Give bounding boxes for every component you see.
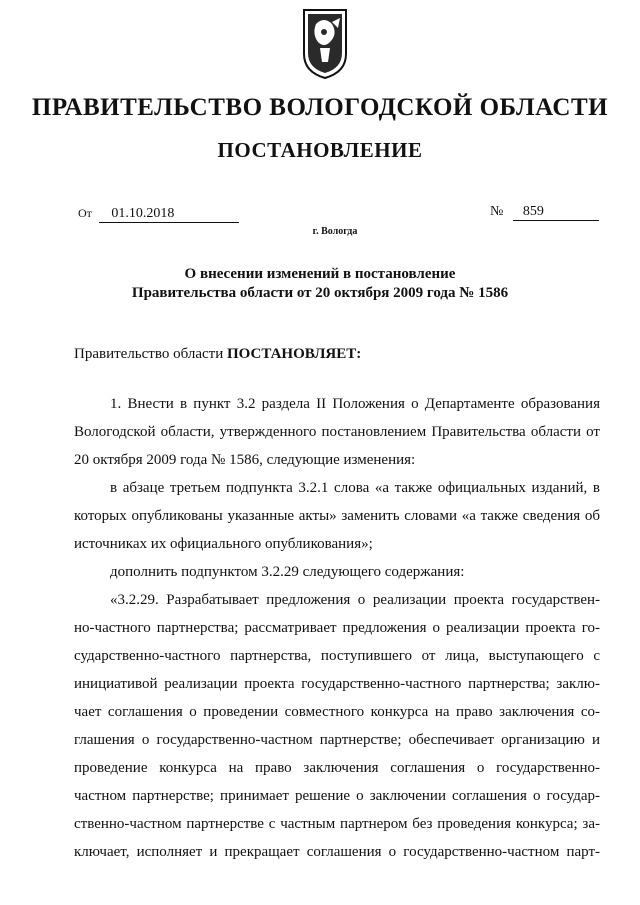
quote-line: частном партнерстве; принимает решение о заключении соглашения о государ- <box>74 788 600 804</box>
intro-text: Правительство области <box>74 346 227 362</box>
document-body <box>74 340 600 866</box>
coat-of-arms-emblem <box>302 8 348 80</box>
date-row <box>78 206 239 223</box>
document-subject <box>0 265 640 303</box>
government-title: ПРАВИТЕЛЬСТВО ВОЛОГОДСКОЙ ОБЛАСТИ <box>31 94 609 121</box>
quote-line: «3.2.29. Разрабатывает предложения о реализации проекта государствен- <box>110 592 600 608</box>
city-label: г. Вологда <box>312 226 358 237</box>
paragraph-3: дополнить подпунктом 3.2.29 следующего содержания: <box>110 564 465 580</box>
subject-line-1: О внесении изменений в постановление <box>184 266 456 282</box>
paragraph-1: 1. Внести в пункт 3.2 раздела II Положения о Департаменте образования Вологодской области, утвержденного постановлением Правительства области от 20 октября 2009 года № 1586, следующие изменения: <box>74 396 600 468</box>
subject-line-2: Правительства области от 20 октября 2009 года № 1586 <box>131 285 509 301</box>
resolution-intro <box>74 340 600 368</box>
quote-line: чает соглашения о проведении совместного конкурса на право заключения со- <box>74 704 600 720</box>
quote-line: глашения о государственно-частном партнерстве; обеспечивает организацию и <box>74 732 600 748</box>
number-value: 859 <box>513 204 599 221</box>
intro-resolves: ПОСТАНОВЛЯЕТ: <box>226 346 362 362</box>
number-row <box>490 204 599 221</box>
quote-line: инициативой реализации проекта государственно-частного партнерства; заклю- <box>74 676 600 692</box>
document-type: ПОСТАНОВЛЕНИЕ <box>217 138 423 162</box>
paragraph-2: в абзаце третьем подпункта 3.2.1 слова «а также официальных изданий, в которых опубликованы указанные акты» заменить словами «а также сведения об источниках их официального опубликования»; <box>74 480 600 552</box>
quote-line: но-частного партнерства; рассматривает предложения о реализации проекта го- <box>74 620 600 636</box>
number-label: № <box>490 204 504 219</box>
quote-line: ственно-частном партнерстве с частным партнером без проведения конкурса; за- <box>74 816 600 832</box>
date-label: От <box>78 206 92 220</box>
paragraph-quote <box>74 586 600 866</box>
quote-line: проведение конкурса на право заключения соглашения о государственно- <box>74 760 600 776</box>
quote-line: ключает, исполняет и прекращает соглашения о государственно-частном парт- <box>74 844 600 860</box>
quote-line: сударственно-частного партнерства, поступившего от лица, выступающего с <box>74 648 600 664</box>
date-value: 01.10.2018 <box>99 206 239 223</box>
